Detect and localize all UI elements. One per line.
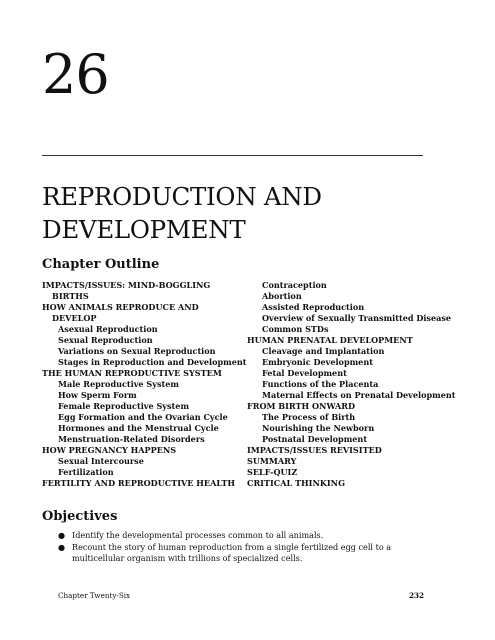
objectives-list bbox=[58, 530, 428, 565]
outline-item: Cleavage and Implantation bbox=[262, 346, 385, 356]
objective-text: Recount the story of human reproduction from a single fertilized egg cell to a multicellular organism with trillions of specialized cells. bbox=[72, 542, 392, 563]
outline-item: DEVELOP bbox=[52, 313, 97, 323]
objective-item bbox=[58, 542, 428, 564]
outline-right-column bbox=[247, 280, 456, 489]
outline-item: Postnatal Development bbox=[262, 434, 368, 444]
chapter-title: REPRODUCTION AND DEVELOPMENT bbox=[42, 182, 322, 244]
chapter-outline-heading: Chapter Outline bbox=[42, 257, 160, 272]
outline-item: Stages in Reproduction and Development bbox=[58, 357, 247, 367]
outline-item: HUMAN PRENATAL DEVELOPMENT bbox=[247, 335, 413, 345]
outline-item: Female Reproductive System bbox=[58, 401, 190, 411]
outline-item: Asexual Reproduction bbox=[58, 324, 158, 334]
objective-text: Identify the developmental processes common to all animals. bbox=[72, 530, 324, 540]
outline-item: Sexual Reproduction bbox=[58, 335, 153, 345]
outline-item: CRITICAL THINKING bbox=[247, 478, 345, 488]
outline-item: IMPACTS/ISSUES REVISITED bbox=[247, 445, 382, 455]
bullet-icon: ● bbox=[58, 542, 66, 552]
outline-item: FROM BIRTH ONWARD bbox=[247, 401, 356, 411]
header-rule bbox=[42, 155, 423, 156]
outline-item: BIRTHS bbox=[52, 291, 89, 301]
outline-item: How Sperm Form bbox=[58, 390, 137, 400]
objectives-heading: Objectives bbox=[42, 509, 118, 524]
outline-item: Abortion bbox=[262, 291, 302, 301]
outline-item: SUMMARY bbox=[247, 456, 297, 466]
outline-item: IMPACTS/ISSUES: MIND-BOGGLING bbox=[42, 280, 211, 290]
outline-item: Egg Formation and the Ovarian Cycle bbox=[58, 412, 228, 422]
outline-item: Common STDs bbox=[262, 324, 329, 334]
outline-item: Hormones and the Menstrual Cycle bbox=[58, 423, 219, 433]
bullet-icon: ● bbox=[58, 530, 66, 540]
outline-item: Overview of Sexually Transmitted Disease bbox=[262, 313, 452, 323]
outline-item: Nourishing the Newborn bbox=[262, 423, 375, 433]
outline-item: Sexual Intercourse bbox=[58, 456, 144, 466]
outline-item: Menstruation-Related Disorders bbox=[58, 434, 205, 444]
footer-chapter-label: Chapter Twenty-Six bbox=[58, 591, 131, 600]
outline-item: Contraception bbox=[262, 280, 327, 290]
footer-page-number: 232 bbox=[408, 591, 424, 600]
outline-left-column bbox=[42, 280, 247, 489]
outline-item: Variations on Sexual Reproduction bbox=[58, 346, 216, 356]
outline-item: Functions of the Placenta bbox=[262, 379, 379, 389]
outline-item: Fertilization bbox=[58, 467, 114, 477]
outline-item: HOW PREGNANCY HAPPENS bbox=[42, 445, 177, 455]
outline-item: Embryonic Development bbox=[262, 357, 373, 367]
outline-item: The Process of Birth bbox=[262, 412, 356, 422]
outline-item: HOW ANIMALS REPRODUCE AND bbox=[42, 302, 199, 312]
objective-item bbox=[58, 530, 428, 541]
outline-item: THE HUMAN REPRODUCTIVE SYSTEM bbox=[42, 368, 222, 378]
outline-item: Maternal Effects on Prenatal Development bbox=[262, 390, 456, 400]
chapter-number: 26 bbox=[42, 43, 109, 106]
outline-item: Fetal Development bbox=[262, 368, 347, 378]
outline-item: Male Reproductive System bbox=[58, 379, 179, 389]
outline-item: FERTILITY AND REPRODUCTIVE HEALTH bbox=[42, 478, 236, 488]
outline-item: Assisted Reproduction bbox=[262, 302, 365, 312]
outline-item: SELF-QUIZ bbox=[247, 467, 298, 477]
